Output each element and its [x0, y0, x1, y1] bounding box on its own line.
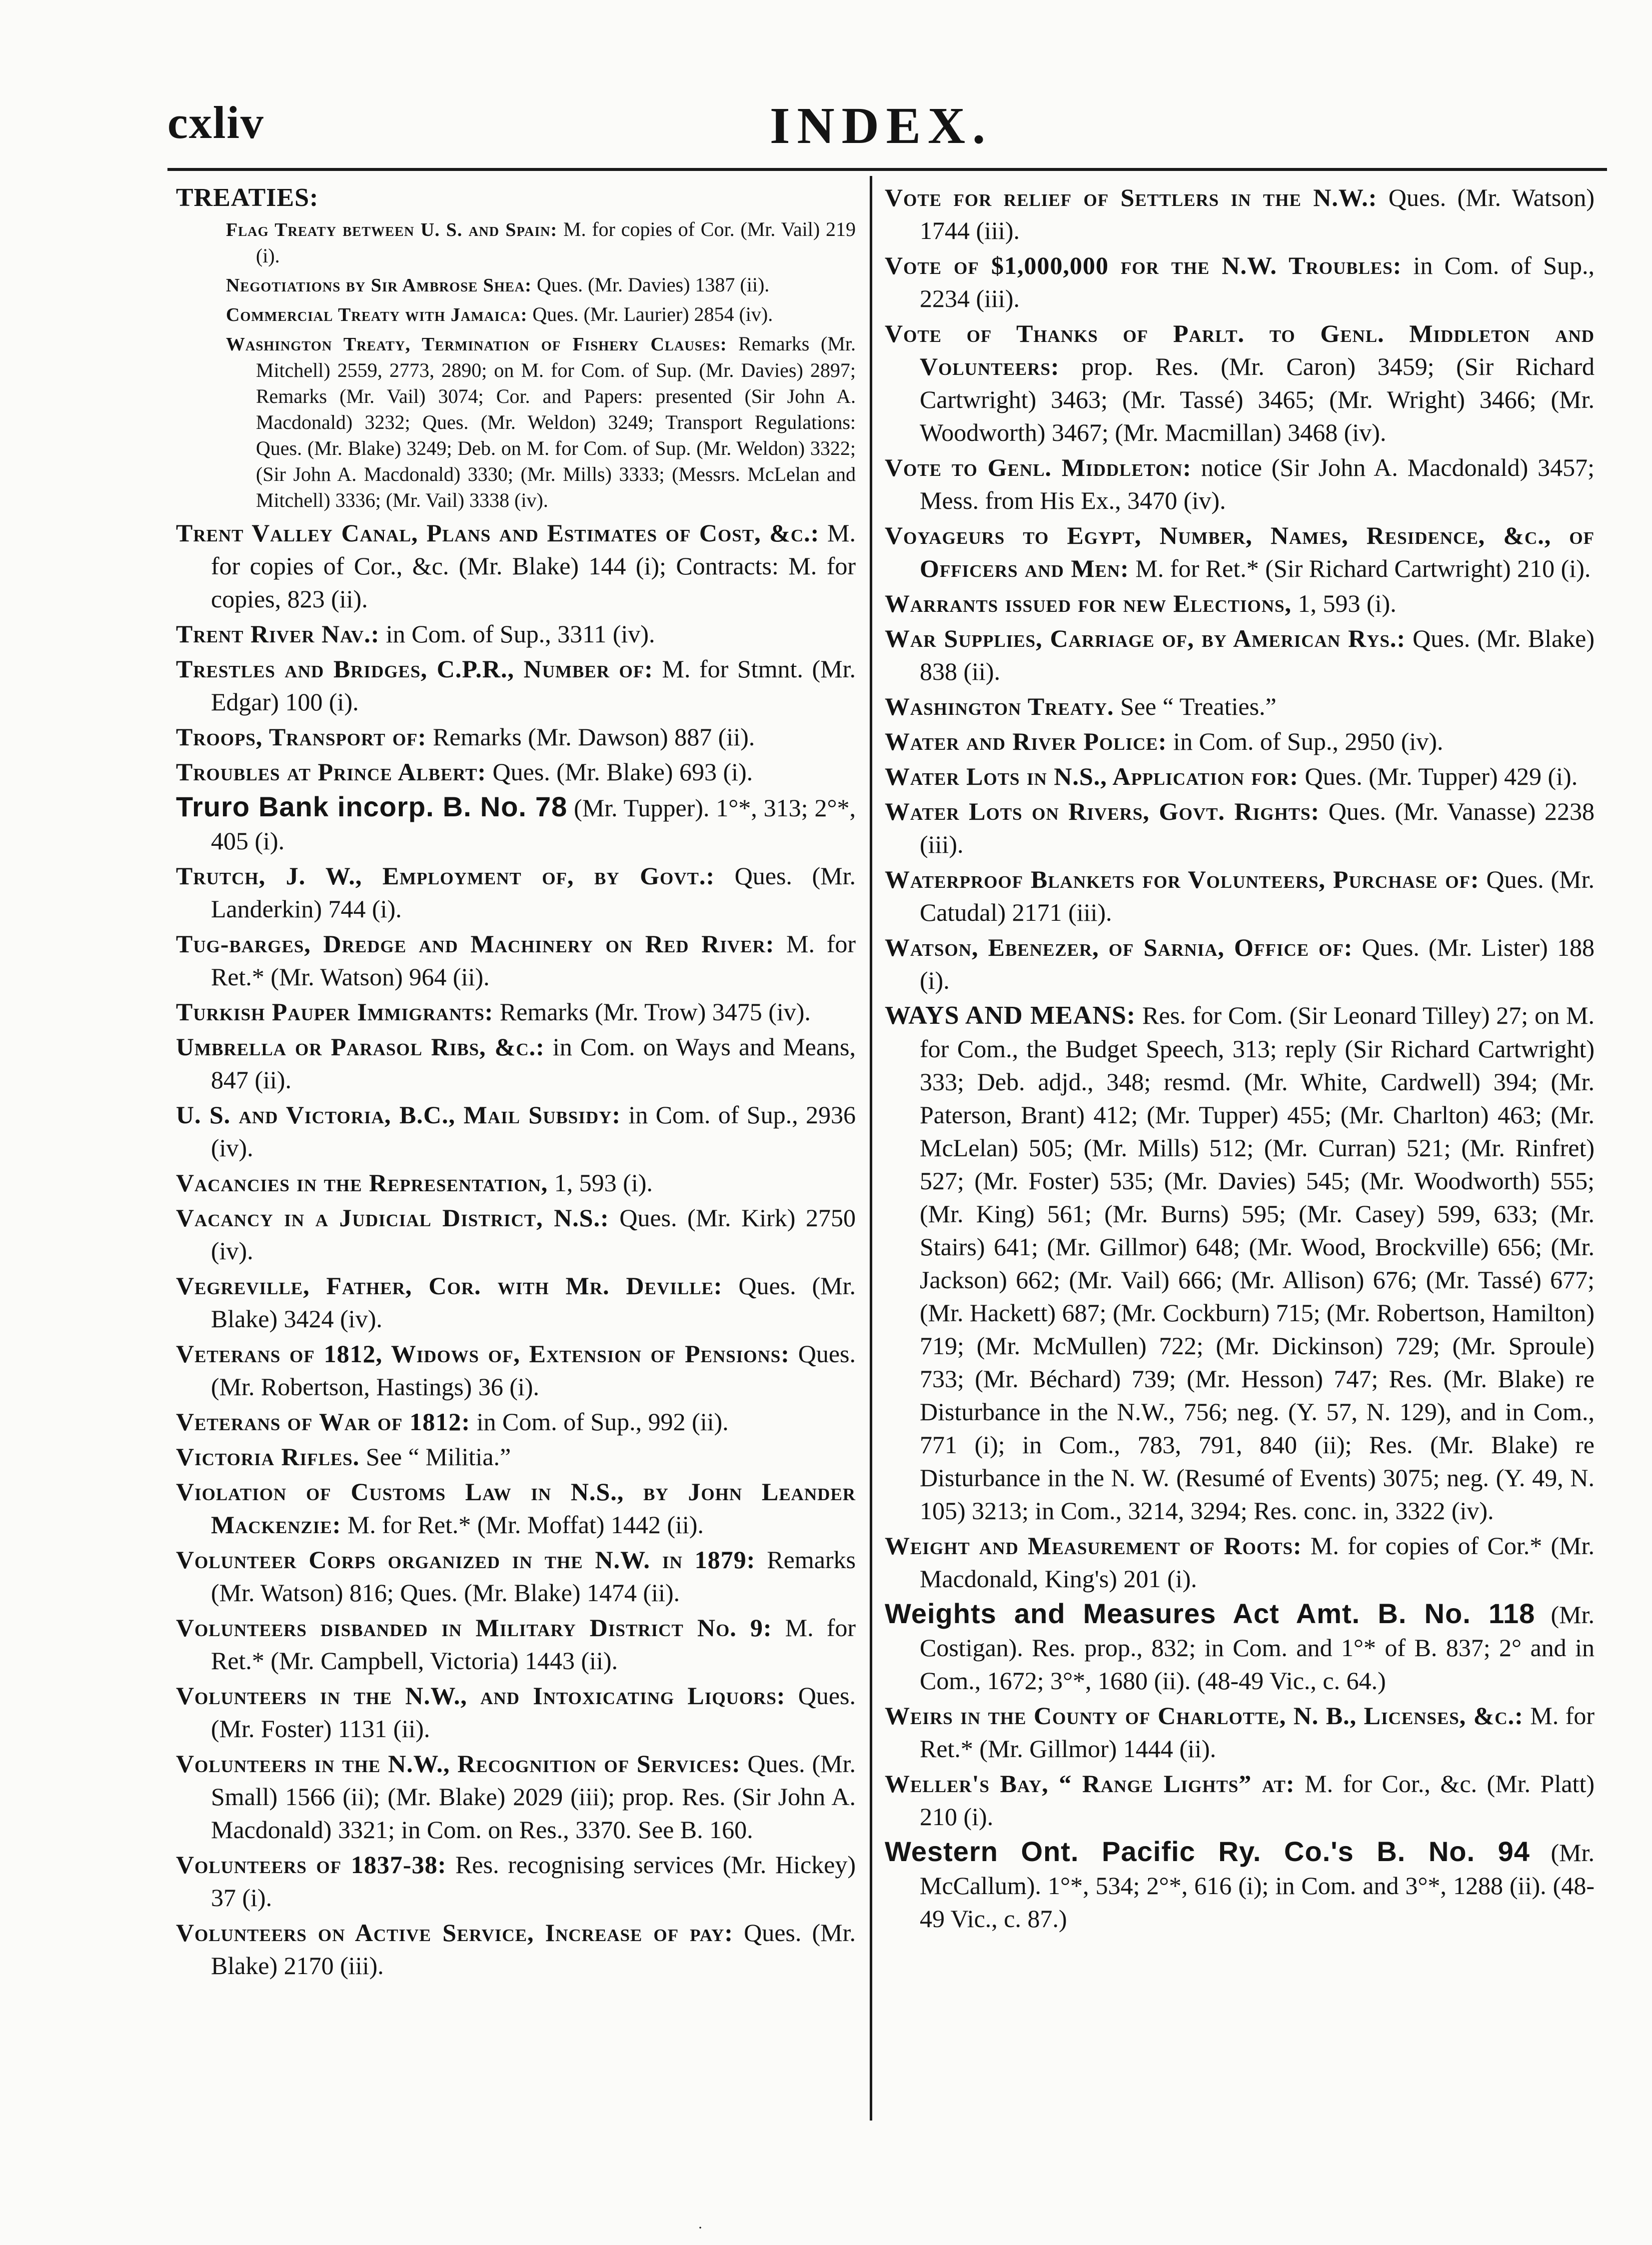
- entry-references: 1, 593 (i).: [548, 1169, 653, 1197]
- index-entry: [885, 760, 1595, 793]
- entry-heading: Volunteer Corps organized in the N.W. in 1879:: [176, 1546, 756, 1574]
- index-entry: [885, 690, 1595, 723]
- entry-heading: Veterans of War of 1812:: [176, 1408, 470, 1436]
- entry-heading: War Supplies, Carriage of, by American Rys.:: [885, 624, 1406, 652]
- index-entry: [176, 516, 856, 615]
- index-entry: [176, 1679, 856, 1745]
- entry-heading: Vacancies in the Representation,: [176, 1169, 548, 1197]
- index-entry: [176, 1916, 856, 1982]
- index-entry: [176, 927, 856, 993]
- entry-references: M. for copies of Cor. (Mr. Vail) 219 (i).: [256, 218, 856, 267]
- entry-references: Ques. (Mr. Vanasse) 2238 (iii).: [920, 797, 1595, 858]
- entry-heading: Weller's Bay, “ Range Lights” at:: [885, 1770, 1295, 1798]
- index-entry: [176, 1848, 856, 1914]
- entry-references: notice (Sir John A. Macdonald) 3457; Mess. from His Ex., 3470 (iv).: [920, 453, 1595, 514]
- entry-heading: Umbrella or Parasol Ribs, &c.:: [176, 1033, 545, 1061]
- index-entry: [885, 317, 1595, 449]
- stray-mark: ·: [698, 2220, 703, 2236]
- index-entry: [176, 1747, 856, 1846]
- index-entry: [176, 995, 856, 1028]
- index-entry: [885, 1699, 1595, 1765]
- index-entry: [176, 301, 856, 328]
- index-entry: [176, 1166, 856, 1199]
- index-entry: [176, 790, 856, 857]
- index-entry: [176, 331, 856, 513]
- index-entry: [176, 216, 856, 269]
- entry-heading: Veterans of 1812, Widows of, Extension of Pensions:: [176, 1340, 790, 1368]
- entry-heading: Washington Treaty, Termination of Fishery Clauses:: [226, 334, 727, 355]
- entry-heading: Commercial Treaty with Jamaica:: [226, 304, 528, 325]
- column-divider: [870, 176, 872, 2121]
- entry-references: Remarks (Mr. Watson) 816; Ques. (Mr. Blake) 1474 (ii).: [211, 1546, 856, 1607]
- index-entry: [176, 1440, 856, 1473]
- entry-heading: Truro Bank incorp. B. No. 78: [176, 791, 568, 822]
- entry-heading: Watson, Ebenezer, of Sarnia, Office of:: [885, 933, 1353, 961]
- index-entry: [885, 1767, 1595, 1833]
- index-entry: [885, 999, 1595, 1527]
- entry-references: prop. Res. (Mr. Caron) 3459; (Sir Richard Cartwright) 3463; (Mr. Tassé) 3465; (Mr. Wright) 3466; (Mr. Woodworth) 3467; (Mr. Macmillan) 3468 (iv).: [920, 352, 1595, 446]
- entry-heading: Water Lots in N.S., Application for:: [885, 762, 1299, 790]
- index-entry: [176, 617, 856, 650]
- entry-references: (Mr. McCallum). 1°*, 534; 2°*, 616 (i); in Com. and 3°*, 1288 (ii). (48-49 Vic., c. 87.): [920, 1839, 1595, 1933]
- index-entry: [885, 1597, 1595, 1697]
- index-entry: [176, 272, 856, 298]
- entry-heading: Flag Treaty between U. S. and Spain:: [226, 219, 558, 240]
- entry-heading: Turkish Pauper Immigrants:: [176, 998, 494, 1026]
- index-entry: [885, 1835, 1595, 1935]
- index-entry: [885, 249, 1595, 315]
- entry-heading: Washington Treaty.: [885, 692, 1114, 720]
- entry-references: in Com. of Sup., 2936 (iv).: [211, 1101, 856, 1162]
- entry-heading: Volunteers on Active Service, Increase of pay:: [176, 1919, 733, 1947]
- index-entry: [176, 1337, 856, 1403]
- entry-heading: Volunteers in the N.W., and Intoxicating Liquors:: [176, 1682, 786, 1710]
- entry-references: M. for Ret.* (Mr. Gillmor) 1444 (ii).: [920, 1702, 1595, 1763]
- entry-heading: Trutch, J. W., Employment of, by Govt.:: [176, 862, 715, 890]
- entry-references: Ques. (Mr. Watson) 1744 (iii).: [920, 183, 1595, 244]
- entry-references: Ques. (Mr. Blake) 838 (ii).: [920, 624, 1595, 685]
- entry-references: M. for Stmnt. (Mr. Edgar) 100 (i).: [211, 655, 856, 716]
- entry-heading: U. S. and Victoria, B.C., Mail Subsidy:: [176, 1101, 621, 1129]
- entry-heading: Vote for relief of Settlers in the N.W.:: [885, 183, 1378, 211]
- entry-heading: Troops, Transport of:: [176, 723, 427, 751]
- entry-references: Ques. (Mr. Catudal) 2171 (iii).: [920, 865, 1595, 926]
- entry-references: Ques. (Mr. Blake) 3424 (iv).: [211, 1272, 856, 1333]
- entry-references: (Mr. Tupper). 1°*, 313; 2°*, 405 (i).: [211, 794, 856, 855]
- left-column: [176, 181, 856, 1984]
- entry-references: Remarks (Mr. Mitchell) 2559, 2773, 2890; on M. for Com. of Sup. (Mr. Davies) 2897; Remarks (Mr. Vail) 3074; Cor. and Papers: presented (Sir John A. Macdonald) 3232; Ques. (Mr. Weldon) 3249; Transport Regulations: Ques. (Mr. Blake) 3249; Deb. on M. for Com. of Sup. (Mr. Weldon) 3322; (Sir John A. Macdonald) 3330; (Mr. Mills) 3333; (Messrs. McLelan and Mitchell) 3336; (Mr. Vail) 3338 (iv).: [256, 332, 856, 511]
- entry-references: Ques. (Mr. Blake) 2170 (iii).: [211, 1919, 856, 1980]
- entry-references: M. for Cor., &c. (Mr. Platt) 210 (i).: [920, 1770, 1595, 1831]
- entry-references: Res. for Com. (Sir Leonard Tilley) 27; on M. for Com., the Budget Speech, 313; reply (Sir Richard Cartwright) 333; Deb. adjd., 348; resmd. (Mr. White, Cardwell) 394; (Mr. Paterson, Brant) 412; (Mr. Tupper) 455; (Mr. Charlton) 463; (Mr. McLelan) 505; (Mr. Mills) 512; (Mr. Curran) 521; (Mr. Rinfret) 527; (Mr. Foster) 535; (Mr. Davies) 545; (Mr. Woodworth) 555; (Mr. King) 561; (Mr. Burns) 595; (Mr. Casey) 599, 633; (Mr. Stairs) 641; (Mr. Gillmor) 648; (Mr. Wood, Brockville) 656; (Mr. Jackson) 662; (Mr. Vail) 666; (Mr. Allison) 676; (Mr. Tassé) 677; (Mr. Hackett) 687; (Mr. Cockburn) 715; (Mr. Robertson, Hamilton) 719; (Mr. McMullen) 722; (Mr. Dickinson) 729; (Mr. Sproule) 733; (Mr. Béchard) 739; (Mr. Hesson) 747; Res. (Mr. Blake) re Disturbance in the N.W., 756; neg. (Y. 57, N. 129), and in Com., 771 (i); in Com., 783, 791, 840 (ii); Res. (Mr. Blake) re Disturbance in the N. W. (Resumé of Events) 3075; neg. (Y. 49, N. 105) 3213; in Com., 3214, 3294; Res. conc. in, 3322 (iv).: [920, 1001, 1595, 1525]
- entry-references: Ques. (Mr. Kirk) 2750 (iv).: [211, 1204, 856, 1265]
- entry-heading: Water and River Police:: [885, 727, 1167, 755]
- entry-references: in Com. of Sup., 992 (ii).: [470, 1408, 729, 1436]
- entry-references: M. for Ret.* (Mr. Watson) 964 (ii).: [211, 930, 856, 991]
- entry-references: Remarks (Mr. Trow) 3475 (iv).: [493, 998, 811, 1026]
- index-entry: [176, 1098, 856, 1164]
- index-entry: [885, 181, 1595, 247]
- index-entry: [885, 863, 1595, 929]
- entry-heading: Warrants issued for new Elections,: [885, 589, 1292, 617]
- entry-references: M. for copies of Cor., &c. (Mr. Blake) 144 (i); Contracts: M. for copies, 823 (ii).: [211, 519, 856, 613]
- entry-references: Ques. (Mr. Blake) 693 (i).: [486, 758, 753, 786]
- entry-heading: Vacancy in a Judicial District, N.S.:: [176, 1204, 609, 1232]
- entry-references: M. for Ret.* (Mr. Campbell, Victoria) 1443 (ii).: [211, 1614, 856, 1675]
- entry-references: M. for Ret.* (Sir Richard Cartwright) 210 (i).: [1129, 554, 1591, 582]
- entry-heading: Water Lots on Rivers, Govt. Rights:: [885, 797, 1320, 825]
- index-entry: [176, 1611, 856, 1677]
- index-entry: [885, 622, 1595, 688]
- index-entry: [885, 451, 1595, 517]
- entry-references: in Com. of Sup., 3311 (iv).: [379, 620, 655, 648]
- entry-heading: Volunteers disbanded in Military District No. 9:: [176, 1614, 772, 1642]
- entry-heading: Waterproof Blankets for Volunteers, Purchase of:: [885, 865, 1480, 893]
- entry-references: Ques. (Mr. Laurier) 2854 (iv).: [527, 303, 773, 325]
- index-entry: [885, 519, 1595, 585]
- entry-heading: Trestles and Bridges, C.P.R., Number of:: [176, 655, 653, 683]
- entry-references: Ques. (Mr. Foster) 1131 (ii).: [211, 1682, 856, 1743]
- index-entry: [176, 1201, 856, 1267]
- entry-heading: Weights and Measures Act Amt. B. No. 118: [885, 1598, 1536, 1629]
- entry-references: Ques. (Mr. Small) 1566 (ii); (Mr. Blake) 2029 (iii); prop. Res. (Sir John A. Macdonald) 3321; in Com. on Res., 3370. See B. 160.: [211, 1750, 856, 1844]
- entry-heading: Voyageurs to Egypt, Number, Names, Residence, &c., of Officers and Men:: [885, 521, 1595, 582]
- index-entry: [885, 795, 1595, 861]
- entry-heading: Trent Valley Canal, Plans and Estimates of Cost, &c.:: [176, 519, 820, 547]
- entry-heading: Western Ont. Pacific Ry. Co.'s B. No. 94: [885, 1836, 1530, 1867]
- page-title: INDEX.: [770, 97, 993, 154]
- entry-heading: Volunteers in the N.W., Recognition of Services:: [176, 1750, 741, 1778]
- entry-heading: Negotiations by Sir Ambrose Shea:: [226, 275, 532, 296]
- entry-references: 1, 593 (i).: [1291, 589, 1397, 617]
- entry-heading: Vote of $1,000,000 for the N.W. Troubles:: [885, 251, 1402, 279]
- entry-references: Ques. (Mr. Robertson, Hastings) 36 (i).: [211, 1340, 856, 1401]
- entry-heading: TREATIES:: [176, 183, 319, 212]
- index-entry: [885, 587, 1595, 620]
- index-entry: [176, 1543, 856, 1609]
- entry-references: Ques. (Mr. Davies) 1387 (ii).: [531, 273, 770, 296]
- entry-heading: Weight and Measurement of Roots:: [885, 1532, 1302, 1560]
- index-entry: [176, 720, 856, 753]
- entry-references: M. for Ret.* (Mr. Moffat) 1442 (ii).: [341, 1511, 704, 1539]
- right-column: [885, 181, 1595, 1937]
- index-entry: [885, 931, 1595, 997]
- entry-heading: Trent River Nav.:: [176, 620, 380, 648]
- index-entry: [176, 1030, 856, 1096]
- entry-references: Ques. (Mr. Landerkin) 744 (i).: [211, 862, 856, 923]
- entry-heading: Vote of Thanks of Parlt. to Genl. Middleton and Volunteers:: [885, 319, 1595, 380]
- entry-references: M. for copies of Cor.* (Mr. Macdonald, King's) 201 (i).: [920, 1532, 1595, 1593]
- entry-heading: WAYS AND MEANS:: [885, 1001, 1136, 1030]
- entry-references: See “ Militia.”: [359, 1443, 511, 1471]
- index-entry: [176, 181, 856, 214]
- index-entry: [176, 652, 856, 718]
- index-entry: [885, 1529, 1595, 1595]
- entry-references: Res. recognising services (Mr. Hickey) 37 (i).: [211, 1851, 856, 1912]
- entry-references: Ques. (Mr. Tupper) 429 (i).: [1298, 762, 1578, 790]
- entry-references: in Com. of Sup., 2234 (iii).: [920, 251, 1595, 312]
- entry-heading: Tug-barges, Dredge and Machinery on Red River:: [176, 930, 775, 958]
- entry-references: (Mr. Costigan). Res. prop., 832; in Com. and 1°* of B. 837; 2° and in Com., 1672; 3°*, 1680 (ii). (48-49 Vic., c. 64.): [920, 1601, 1595, 1695]
- index-entry: [176, 1475, 856, 1541]
- entry-heading: Vegreville, Father, Cor. with Mr. Deville:: [176, 1272, 723, 1300]
- entry-references: See “ Treaties.”: [1114, 692, 1277, 720]
- entry-references: Ques. (Mr. Lister) 188 (i).: [920, 933, 1595, 994]
- header-rule: [167, 168, 1607, 171]
- page-number: cxliv: [167, 97, 264, 148]
- index-entry: [885, 725, 1595, 758]
- entry-heading: Vote to Genl. Middleton:: [885, 453, 1192, 481]
- entry-references: in Com. of Sup., 2950 (iv).: [1167, 727, 1444, 755]
- index-entry: [176, 1269, 856, 1335]
- index-entry: [176, 755, 856, 788]
- entry-references: Remarks (Mr. Dawson) 887 (ii).: [426, 723, 755, 751]
- index-entry: [176, 1405, 856, 1438]
- index-entry: [176, 859, 856, 925]
- entry-heading: Volunteers of 1837-38:: [176, 1851, 447, 1879]
- entry-references: in Com. on Ways and Means, 847 (ii).: [211, 1033, 856, 1094]
- entry-heading: Weirs in the County of Charlotte, N. B., Licenses, &c.:: [885, 1702, 1524, 1730]
- entry-heading: Troubles at Prince Albert:: [176, 758, 486, 786]
- entry-heading: Violation of Customs Law in N.S., by John Leander Mackenzie:: [176, 1478, 856, 1539]
- entry-heading: Victoria Rifles.: [176, 1443, 360, 1471]
